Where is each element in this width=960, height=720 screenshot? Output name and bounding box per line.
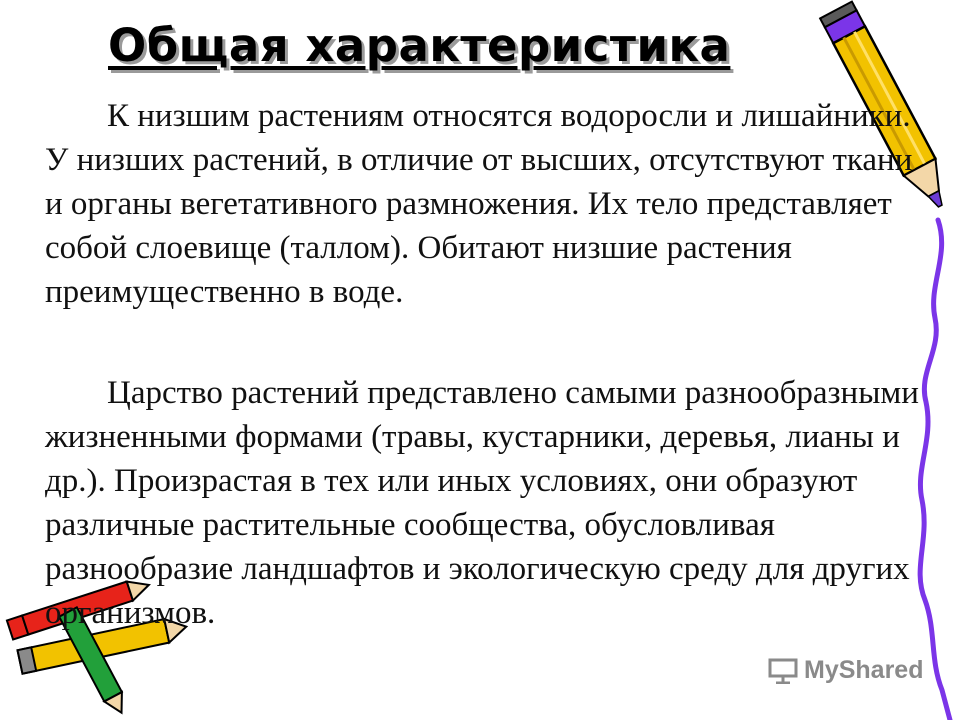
paragraph-lower-plants: К низшим растениям относятся водоросли и лишайники. У низших растений, в отличие от высших, отсутствуют ткани и органы вегетативного размножения. Их тело представляет собой слоевище (таллом). Обитают низшие растения преимущественно в воде.	[45, 98, 913, 310]
presentation-board-icon	[768, 658, 798, 684]
watermark-text: MyShared	[804, 656, 924, 684]
paragraph-plant-kingdom: Царство растений представлено самыми разнообразными жизненными формами (травы, кустарники, деревья, лианы и др.). Произрастая в тех или иных условиях, они образуют различные растительные сообщества, обусловливая разнообразие ландшафтов и экологическую среду для других организмов.	[45, 375, 919, 631]
slide-title: Общая характеристика	[108, 19, 731, 72]
watermark	[768, 656, 923, 685]
